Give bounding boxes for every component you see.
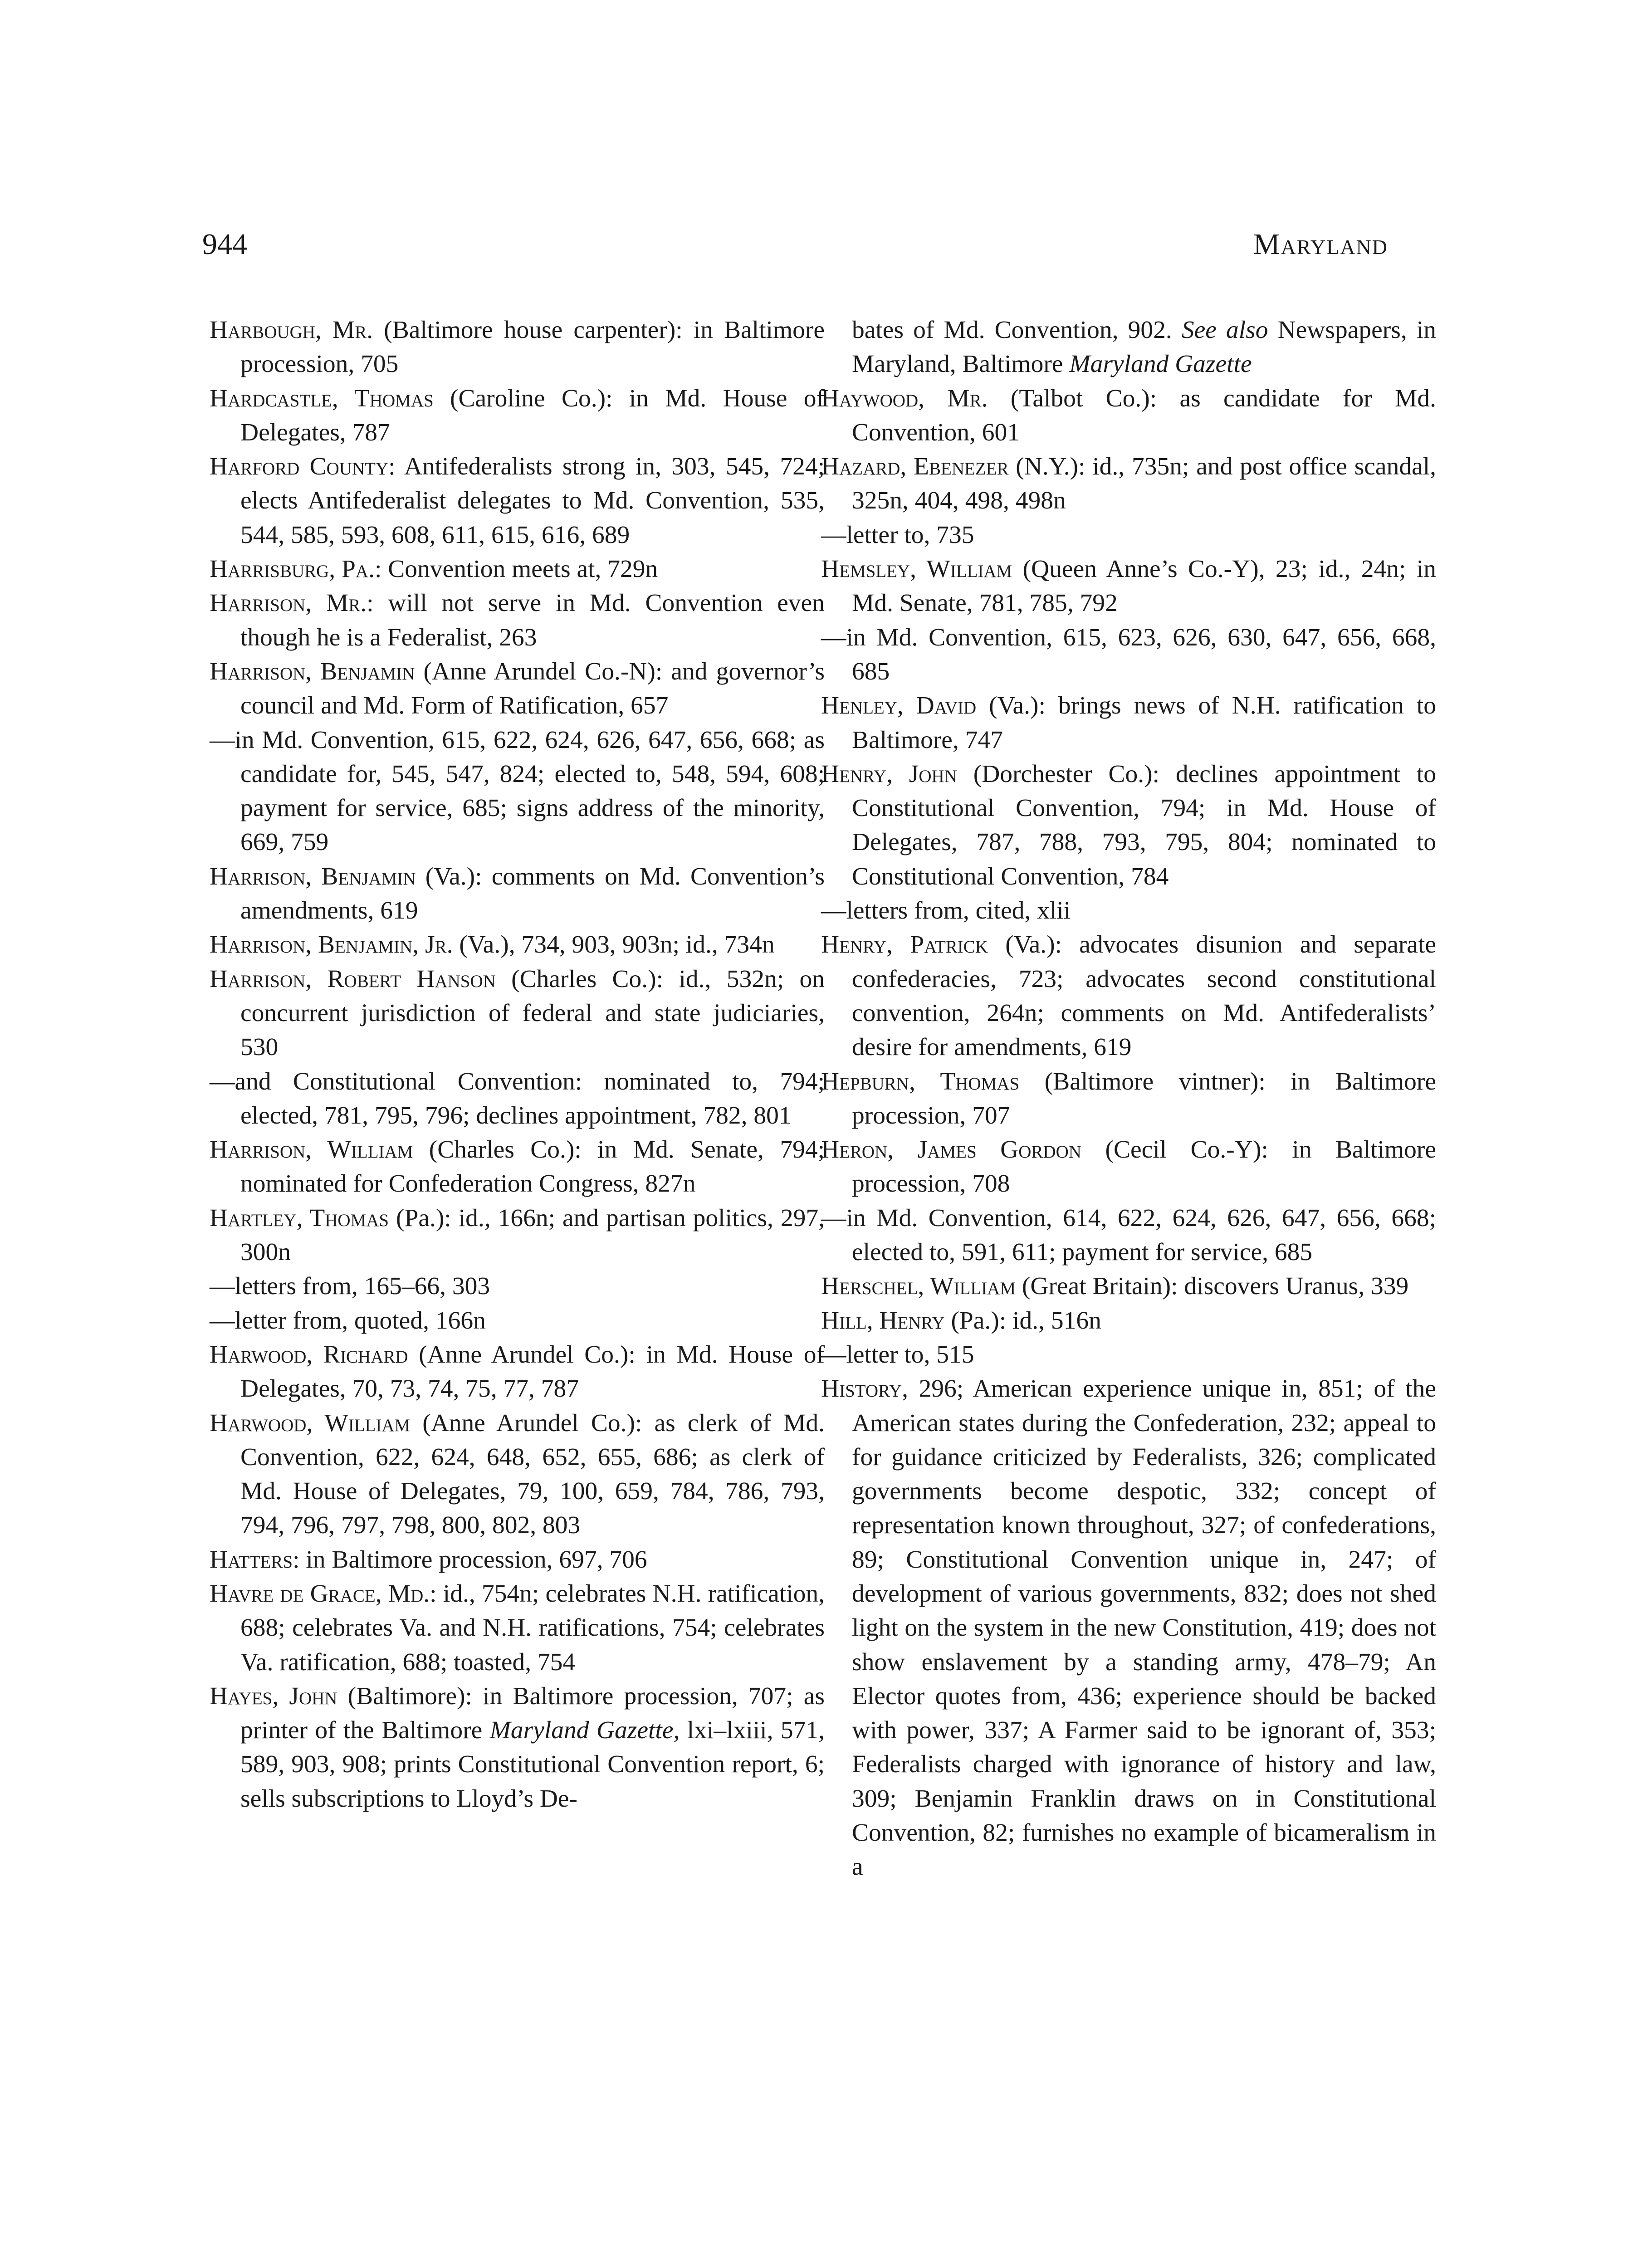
index-entry: Harbough, Mr. (Baltimore house carpenter): in Baltimore procession, 705 (210, 316, 825, 378)
index-entry-continued: bates of Md. Convention, 902. See also Newspapers, in Maryland, Baltimore Maryland Gazette (852, 316, 1436, 378)
index-entry: Hazard, Ebenezer (N.Y.): id., 735n; and post office scandal, 325n, 404, 498, 498n (821, 453, 1436, 515)
index-entry: Henley, David (Va.): brings news of N.H. ratification to Baltimore, 747 (821, 692, 1436, 754)
index-subentry: —letters from, cited, xlii (821, 897, 1071, 925)
index-entry: Harrisburg, Pa.: Convention meets at, 729n (210, 555, 658, 583)
page-number: 944 (202, 228, 247, 261)
index-entry: Harrison, William (Charles Co.): in Md. Senate, 794; nominated for Confederation Congress, 827n (210, 1136, 825, 1198)
index-entry: Herschel, William (Great Britain): discovers Uranus, 339 (821, 1272, 1409, 1300)
index-entry: Hartley, Thomas (Pa.): id., 166n; and partisan politics, 297, 300n (210, 1204, 825, 1266)
index-column-left (210, 313, 825, 1816)
index-subentry: —letter to, 735 (821, 521, 974, 549)
index-subentry: —in Md. Convention, 614, 622, 624, 626, 647, 656, 668; elected to, 591, 611; payment for service, 685 (821, 1204, 1436, 1266)
index-entry: Harrison, Mr.: will not serve in Md. Convention even though he is a Federalist, 263 (210, 589, 825, 651)
index-entry: Harwood, William (Anne Arundel Co.): as clerk of Md. Convention, 622, 624, 648, 652, 655, 686; as clerk of Md. House of Delegates, 79, 100, 659, 784, 786, 793, 794, 796, 797, 798, 800, 802, 803 (210, 1409, 825, 1540)
index-entry: Hill, Henry (Pa.): id., 516n (821, 1306, 1101, 1334)
index-subentry: —in Md. Convention, 615, 622, 624, 626, 647, 656, 668; as candidate for, 545, 547, 824; elected to, 548, 594, 608; payment for service, 685; signs address of the minority, 669, 759 (210, 726, 825, 856)
index-entry: Henry, Patrick (Va.): advocates disunion and separate confederacies, 723; advocates second constitutional convention, 264n; comments on Md. Antifederalists’ desire for amendments, 619 (821, 931, 1436, 1061)
index-subentry: —letter from, quoted, 166n (210, 1306, 486, 1334)
index-entry: Heron, James Gordon (Cecil Co.-Y): in Baltimore procession, 708 (821, 1136, 1436, 1198)
index-entry: Henry, John (Dorchester Co.): declines appointment to Constitutional Convention, 794; in Md. House of Delegates, 787, 788, 793, 795, 804; nominated to Constitutional Convention, 784 (821, 760, 1437, 890)
index-subentry: —letter to, 515 (821, 1340, 974, 1369)
index-entry: Hardcastle, Thomas (Caroline Co.): in Md. House of Delegates, 787 (210, 384, 825, 446)
running-title: Maryland (1253, 228, 1388, 261)
index-entry: History, 296; American experience unique in, 851; of the American states during the Confederation, 232; appeal to for guidance criticized by Federalists, 326; complicated governments become despotic, 332; concept of representation known throughout, 327; of confederations, 89; Constitutional Convention unique in, 247; of development of various governments, 832; does not shed light on the system in the new Constitution, 419; does not show enslavement by a standing army, 478–79; An Elector quotes from, 436; experience should be backed with power, 337; A Farmer said to be ignorant of, 353; Federalists charged with ignorance of history and law, 309; Benjamin Franklin draws on in Constitutional Convention, 82; furnishes no example of bicameralism in a (821, 1375, 1436, 1881)
index-entry: Harrison, Benjamin (Anne Arundel Co.-N): and governor’s council and Md. Form of Ratification, 657 (210, 657, 825, 720)
index-subentry: —and Constitutional Convention: nominated to, 794; elected, 781, 795, 796; declines appointment, 782, 801 (210, 1067, 825, 1129)
index-entry: Harrison, Robert Hanson (Charles Co.): id., 532n; on concurrent jurisdiction of federal and state judiciaries, 530 (210, 965, 825, 1061)
index-entry: Hepburn, Thomas (Baltimore vintner): in Baltimore procession, 707 (821, 1067, 1436, 1129)
index-column-right (821, 313, 1436, 1884)
index-entry: Harrison, Benjamin (Va.): comments on Md. Convention’s amendments, 619 (210, 862, 825, 925)
index-entry: Harwood, Richard (Anne Arundel Co.): in Md. House of Delegates, 70, 73, 74, 75, 77, 787 (210, 1340, 825, 1403)
index-entry: Hatters: in Baltimore procession, 697, 706 (210, 1545, 647, 1574)
index-entry: Hayes, John (Baltimore): in Baltimore procession, 707; as printer of the Baltimore Maryland Gazette, lxi–lxiii, 571, 589, 903, 908; prints Constitutional Convention report, 6; sells subscriptions to Lloyd’s De- (210, 1682, 825, 1813)
index-subentry: —in Md. Convention, 615, 623, 626, 630, 647, 656, 668, 685 (821, 623, 1436, 685)
index-entry: Harrison, Benjamin, Jr. (Va.), 734, 903, 903n; id., 734n (210, 931, 775, 959)
index-entry: Havre de Grace, Md.: id., 754n; celebrates N.H. ratification, 688; celebrates Va. and N.H. ratifications, 754; celebrates Va. ratification, 688; toasted, 754 (210, 1579, 825, 1676)
index-entry: Harford County: Antifederalists strong in, 303, 545, 724; elects Antifederalist delegates to Md. Convention, 535, 544, 585, 593, 608, 611, 615, 616, 689 (210, 453, 825, 549)
index-entry: Hemsley, William (Queen Anne’s Co.-Y), 23; id., 24n; in Md. Senate, 781, 785, 792 (821, 555, 1436, 617)
index-subentry: —letters from, 165–66, 303 (210, 1272, 490, 1300)
index-entry: Haywood, Mr. (Talbot Co.): as candidate for Md. Convention, 601 (821, 384, 1436, 446)
